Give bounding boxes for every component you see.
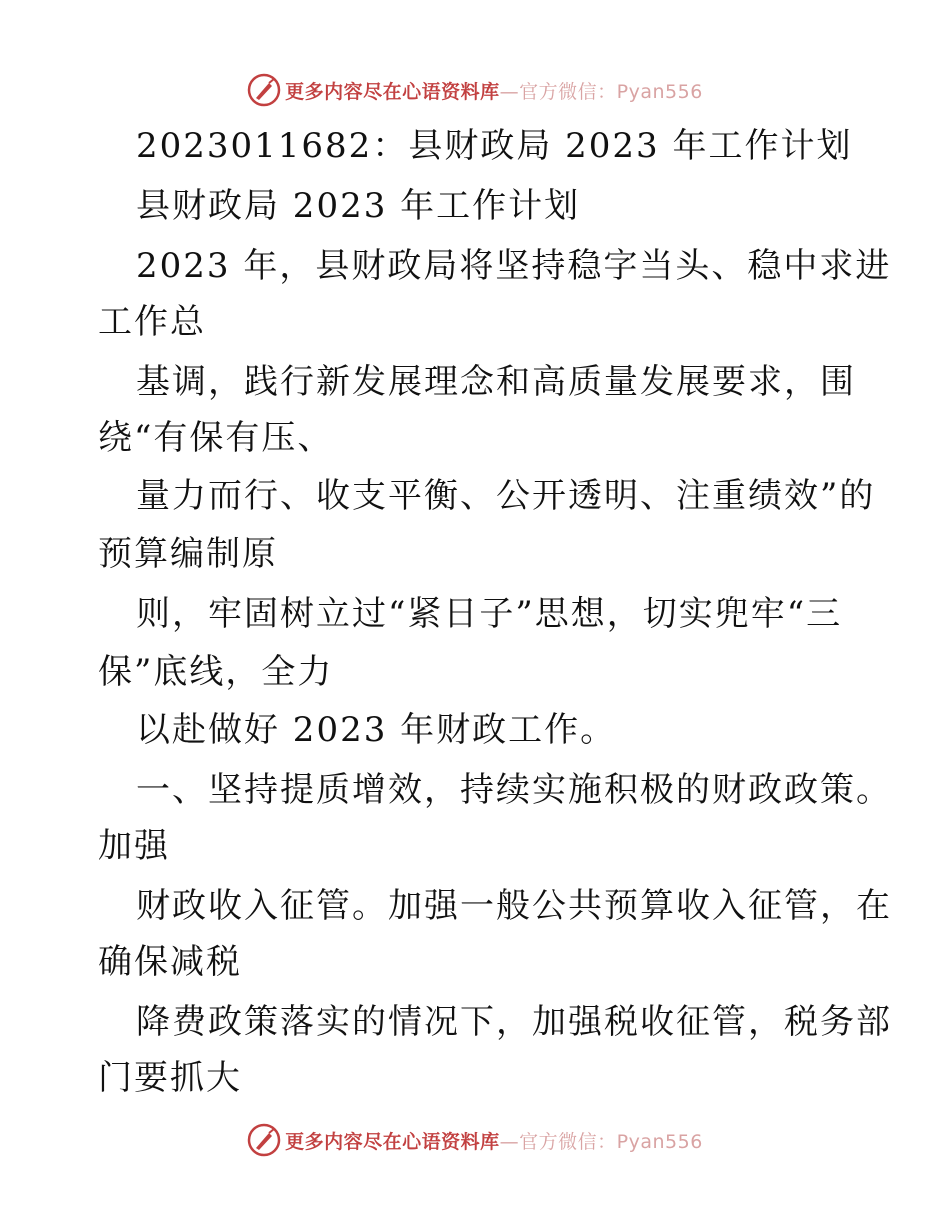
watermark-brand: 更多内容尽在心语资料库 xyxy=(285,1130,500,1153)
watermark-separator: — xyxy=(499,80,520,103)
doc-line: 确保减税 xyxy=(98,942,242,982)
watermark-brand: 更多内容尽在心语资料库 xyxy=(285,80,500,103)
doc-subtitle-line: 县财政局 2023 年工作计划 xyxy=(136,186,581,226)
doc-line: 则，牢固树立过“紧日子”思想，切实兜牢“三 xyxy=(136,594,843,634)
doc-line: 预算编制原 xyxy=(98,534,278,574)
watermark-contact: 官方微信：Pyan556 xyxy=(519,1130,703,1153)
doc-line: 财政收入征管。加强一般公共预算收入征管，在 xyxy=(136,886,892,926)
doc-line: 以赴做好 2023 年财政工作。 xyxy=(136,710,617,750)
doc-line: 门要抓大 xyxy=(98,1058,242,1098)
doc-line: 量力而行、收支平衡、公开透明、注重绩效”的 xyxy=(136,476,876,516)
doc-line: 一、坚持提质增效，持续实施积极的财政政策。 xyxy=(136,770,892,810)
doc-line: 工作总 xyxy=(98,302,206,342)
doc-line: 保”底线，全力 xyxy=(98,652,334,692)
watermark-contact: 官方微信：Pyan556 xyxy=(519,80,703,103)
quill-pen-logo-icon xyxy=(247,73,281,107)
header-watermark xyxy=(0,70,950,110)
watermark-separator: — xyxy=(499,1130,520,1153)
doc-line: 加强 xyxy=(98,826,170,866)
doc-line: 基调，践行新发展理念和高质量发展要求，围 xyxy=(136,362,856,402)
doc-line: 绕“有保有压、 xyxy=(98,418,334,458)
doc-line: 降费政策落实的情况下，加强税收征管，税务部 xyxy=(136,1002,892,1042)
footer-watermark xyxy=(0,1120,950,1160)
doc-line: 2023 年，县财政局将坚持稳字当头、稳中求进 xyxy=(136,246,892,286)
quill-pen-logo-icon xyxy=(247,1123,281,1157)
doc-title-line: 2023011682：县财政局 2023 年工作计划 xyxy=(136,126,853,166)
